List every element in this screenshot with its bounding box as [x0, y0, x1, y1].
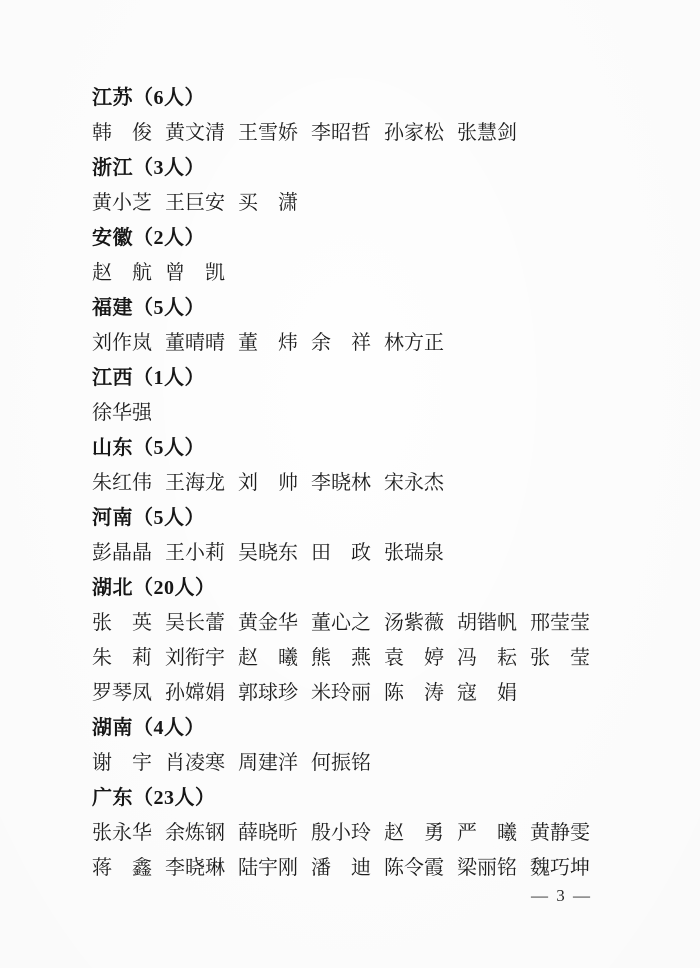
person-name: 严 曦 — [457, 822, 517, 844]
province-heading: 福建（5人） — [92, 297, 205, 319]
person-name: 韩 俊 — [92, 122, 152, 144]
person-name: 李昭哲 — [311, 122, 371, 144]
person-name: 梁丽铭 — [457, 857, 517, 879]
person-name: 刘 帅 — [238, 472, 298, 494]
names-row — [92, 256, 652, 291]
person-name: 吴长蕾 — [165, 612, 225, 634]
person-name: 胡锴帆 — [457, 612, 517, 634]
person-name: 陈 涛 — [384, 682, 444, 704]
person-name: 袁 婷 — [384, 647, 444, 669]
person-name: 彭晶晶 — [92, 542, 152, 564]
roster — [92, 81, 652, 886]
province-heading: 江苏（6人） — [92, 87, 205, 109]
person-name: 买 潇 — [238, 192, 298, 214]
province-heading: 山东（5人） — [92, 437, 205, 459]
person-name: 刘作岚 — [92, 332, 152, 354]
names-row — [92, 536, 652, 571]
person-name: 林方正 — [384, 332, 444, 354]
person-name: 王巨安 — [165, 192, 225, 214]
person-name: 汤紫薇 — [384, 612, 444, 634]
page-number: — 3 — — [531, 886, 592, 905]
province-heading: 安徽（2人） — [92, 227, 205, 249]
names-row — [92, 816, 652, 851]
person-name: 黄小芝 — [92, 192, 152, 214]
person-name: 邢莹莹 — [530, 612, 590, 634]
names-row — [92, 466, 652, 501]
names-row — [92, 326, 652, 361]
person-name: 米玲丽 — [311, 682, 371, 704]
person-name: 李晓林 — [311, 472, 371, 494]
person-name: 曾 凯 — [165, 262, 225, 284]
person-name: 黄文清 — [165, 122, 225, 144]
person-name: 陈令霞 — [384, 857, 444, 879]
names-row — [92, 746, 652, 781]
person-name: 王海龙 — [165, 472, 225, 494]
person-name: 宋永杰 — [384, 472, 444, 494]
person-name: 肖凌寒 — [165, 752, 225, 774]
names-row — [92, 396, 652, 431]
names-row — [92, 851, 652, 886]
person-name: 张 英 — [92, 612, 152, 634]
province-heading: 河南（5人） — [92, 507, 205, 529]
person-name: 罗琴凤 — [92, 682, 152, 704]
person-name: 孙家松 — [384, 122, 444, 144]
province-heading: 湖北（20人） — [92, 577, 216, 599]
person-name: 寇 娟 — [457, 682, 517, 704]
person-name: 徐华强 — [92, 402, 152, 424]
person-name: 郭球珍 — [238, 682, 298, 704]
person-name: 谢 宇 — [92, 752, 152, 774]
person-name: 张慧剑 — [457, 122, 517, 144]
person-name: 薛晓昕 — [238, 822, 298, 844]
province-heading: 广东（23人） — [92, 787, 216, 809]
person-name: 董晴晴 — [165, 332, 225, 354]
person-name: 魏巧坤 — [530, 857, 590, 879]
person-name: 余炼钢 — [165, 822, 225, 844]
province-heading: 湖南（4人） — [92, 717, 205, 739]
person-name: 刘衔宇 — [165, 647, 225, 669]
person-name: 吴晓东 — [238, 542, 298, 564]
names-row — [92, 116, 652, 151]
person-name: 孙嫦娟 — [165, 682, 225, 704]
person-name: 黄金华 — [238, 612, 298, 634]
person-name: 何振铭 — [311, 752, 371, 774]
person-name: 张永华 — [92, 822, 152, 844]
person-name: 殷小玲 — [311, 822, 371, 844]
person-name: 田 政 — [311, 542, 371, 564]
person-name: 黄静雯 — [530, 822, 590, 844]
names-row — [92, 641, 652, 676]
names-row — [92, 676, 652, 711]
province-heading: 江西（1人） — [92, 367, 205, 389]
person-name: 冯 耘 — [457, 647, 517, 669]
person-name: 蒋 鑫 — [92, 857, 152, 879]
person-name: 张瑞泉 — [384, 542, 444, 564]
names-row — [92, 606, 652, 641]
person-name: 赵 航 — [92, 262, 152, 284]
person-name: 朱红伟 — [92, 472, 152, 494]
names-row — [92, 186, 652, 221]
province-heading: 浙江（3人） — [92, 157, 205, 179]
person-name: 熊 燕 — [311, 647, 371, 669]
person-name: 周建洋 — [238, 752, 298, 774]
person-name: 陆宇刚 — [238, 857, 298, 879]
person-name: 董 炜 — [238, 332, 298, 354]
person-name: 潘 迪 — [311, 857, 371, 879]
person-name: 赵 勇 — [384, 822, 444, 844]
person-name: 董心之 — [311, 612, 371, 634]
person-name: 李晓琳 — [165, 857, 225, 879]
person-name: 王小莉 — [165, 542, 225, 564]
person-name: 王雪娇 — [238, 122, 298, 144]
person-name: 赵 曦 — [238, 647, 298, 669]
person-name: 张 莹 — [530, 647, 590, 669]
person-name: 朱 莉 — [92, 647, 152, 669]
person-name: 余 祥 — [311, 332, 371, 354]
